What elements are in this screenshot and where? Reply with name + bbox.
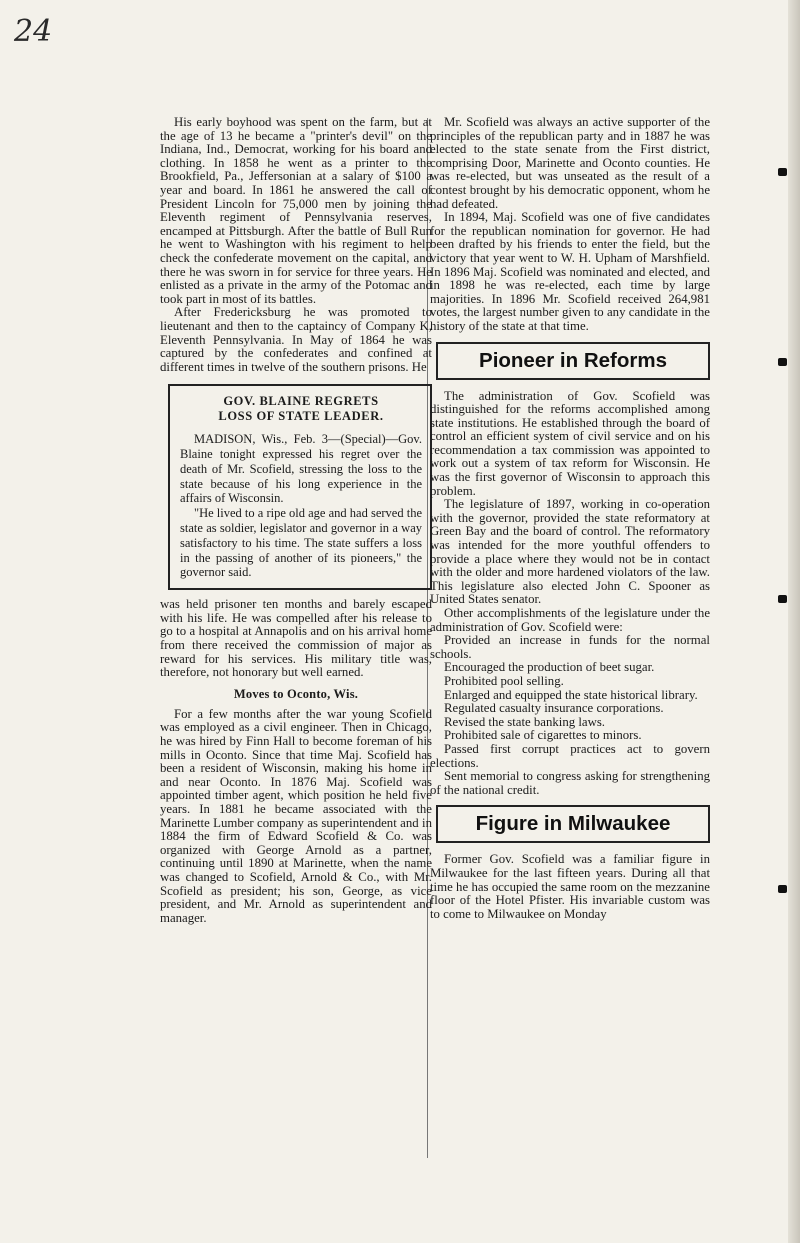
binding-hole-mark [778, 595, 787, 603]
paragraph-other-accomplishments: Other accomplishments of the legislature under the administration of Gov. Scofield were: [430, 606, 710, 634]
accomplishment-item: Passed first corrupt practices act to govern elections. [430, 741, 710, 770]
binding-hole-mark [778, 168, 787, 176]
accomplishment-item: Regulated casualty insurance corporations. [444, 701, 664, 716]
page-number: 24 [14, 14, 53, 49]
subhead-oconto: Moves to Oconto, Wis. [233, 686, 359, 701]
box-paragraph-dateline: MADISON, Wis., Feb. 3—(Special)—Gov. Blaine tonight expressed his regret over the death of Mr. Scofield, stressing the loss to the state because of his long experience in the affairs of Wisconsin. [180, 432, 422, 506]
left-column [160, 116, 432, 925]
paragraph-oconto: For a few months after the war young Scofield was employed as a civil engineer. Then in Chicago, he was hired by Finn Hall to become foreman of his mills in Oconto. Since that time Maj. Scofield has been a resident of Wisconsin, making his home in and near Oconto. In 1876 Maj. Scofield was appointed timber agent, which position he held five years. In 1881 he became associated with the Marinette Lumber company as superintendent and in 1884 the firm of Edward Scofield & Co. was organized with George Arnold as a partner, continuing until 1890 at Marinette, when the name was changed to Scofield, Arnold & Co., with Mr. Scofield as president; his son, George, as vice president, and Mr. Arnold as superintendent and manager. [160, 706, 432, 925]
box-title-line-1: GOV. BLAINE REGRETS [223, 394, 379, 409]
heading-figure-in-milwaukee [436, 805, 710, 843]
paragraph-fredericksburg: After Fredericksburg he was promoted to lieutenant and then to the captaincy of Company K, Eleventh Pennsylvania. In May of 1864 he was captured by the confederates and confined at different times in twelve of the southern prisons. He [160, 305, 432, 374]
accomplishment-item: Revised the state banking laws. [444, 714, 605, 729]
box-title-line-2: LOSS OF STATE LEADER. [218, 409, 384, 424]
accomplishment-item: Prohibited sale of cigarettes to minors. [444, 728, 642, 743]
accomplishment-item: Enlarged and equipped the state historical library. [444, 687, 698, 702]
paragraph-boyhood: His early boyhood was spent on the farm, but at the age of 13 he became a "printer's devil" on the Indiana, Ind., Democrat, working for his board and clothing. In 1858 he went as a printer to the Brookfield, Pa., Jeffersonian at a salary of $100 a year and board. In 1861 he answered the call of President Lincoln for 75,000 men by joining the Eleventh regiment of Pennsylvania reserves, encamped at Pittsburgh. After the battle of Bull Run he went to Washington with his regiment to help check the confederate movement on the capital, and there he was sworn in for service for three years. He enlisted as a private in the army of the Potomac and took part in most of its battles. [160, 115, 432, 306]
binding-hole-mark [778, 358, 787, 366]
page-edge-shadow [788, 0, 800, 1243]
accomplishment-item: Prohibited pool selling. [444, 673, 564, 688]
heading-milwaukee-text: Figure in Milwaukee [475, 812, 671, 836]
heading-reforms-text: Pioneer in Reforms [479, 348, 667, 372]
paragraph-1894: In 1894, Maj. Scofield was one of five candidates for the republican nomination for governor. He had been drafted by his friends to enter the field, but the victory that year went to W. H. Upham of Marshfield. In 1896 Maj. Scofield was nominated and elected, and in 1898 he was re-elected, each time by large majorities. In 1896 Mr. Scofield received 264,981 votes, the largest number given to any candidate in the history of the state at that time. [430, 210, 710, 333]
blaine-regrets-box [168, 384, 432, 590]
paragraph-legislature-1897: The legislature of 1897, working in co-operation with the governor, provided the state reformatory at Green Bay and the board of control. The reformatory was intended for the more youthful offenders to provide a place where they would not be in contact with the older and more hardened violators of the law. This legislature also elected John C. Spooner as United States senator. [430, 497, 710, 607]
right-column [430, 116, 710, 921]
box-paragraph-quote: "He lived to a ripe old age and had served the state as soldier, legislator and governor in a way satisfactory to his time. The state suffers a loss in the passing of another of its pioneers," the governor said. [180, 506, 422, 580]
paragraph-prisoner: was held prisoner ten months and barely escaped with his life. He was compelled after his release to go to a hospital at Annapolis and on his arrival home from there received the commission of major as reward for his services. His military title was, therefore, not honorary but well earned. [160, 597, 432, 680]
binding-hole-mark [778, 885, 787, 893]
paragraph-republican: Mr. Scofield was always an active supporter of the principles of the republican party and in 1887 he was elected to the state senate from the First district, comprising Door, Marinette and Oconto counties. He was re-elected, but was unseated as the result of a contest brought by his democratic opponent, whom he had defeated. [430, 115, 710, 211]
accomplishment-item: Sent memorial to congress asking for strengthening of the national credit. [430, 769, 710, 797]
paragraph-milwaukee: Former Gov. Scofield was a familiar figure in Milwaukee for the last fifteen years. During all that time he has occupied the same room on the mezzanine floor of the Hotel Pfister. His invariable custom was to come to Milwaukee on Monday [430, 852, 710, 921]
paragraph-administration: The administration of Gov. Scofield was distinguished for the reforms accomplished among state institutions. He established through the board of control an efficient system of civil service and on his recommendation a tax commission was appointed to work out a system of tax reform for Wisconsin. He was the first governor of Wisconsin to approach this problem. [430, 388, 710, 498]
accomplishment-item: Provided an increase in funds for the normal schools. [430, 633, 710, 661]
heading-pioneer-in-reforms [436, 342, 710, 380]
box-title [180, 394, 422, 424]
accomplishment-item: Encouraged the production of beet sugar. [444, 660, 655, 675]
